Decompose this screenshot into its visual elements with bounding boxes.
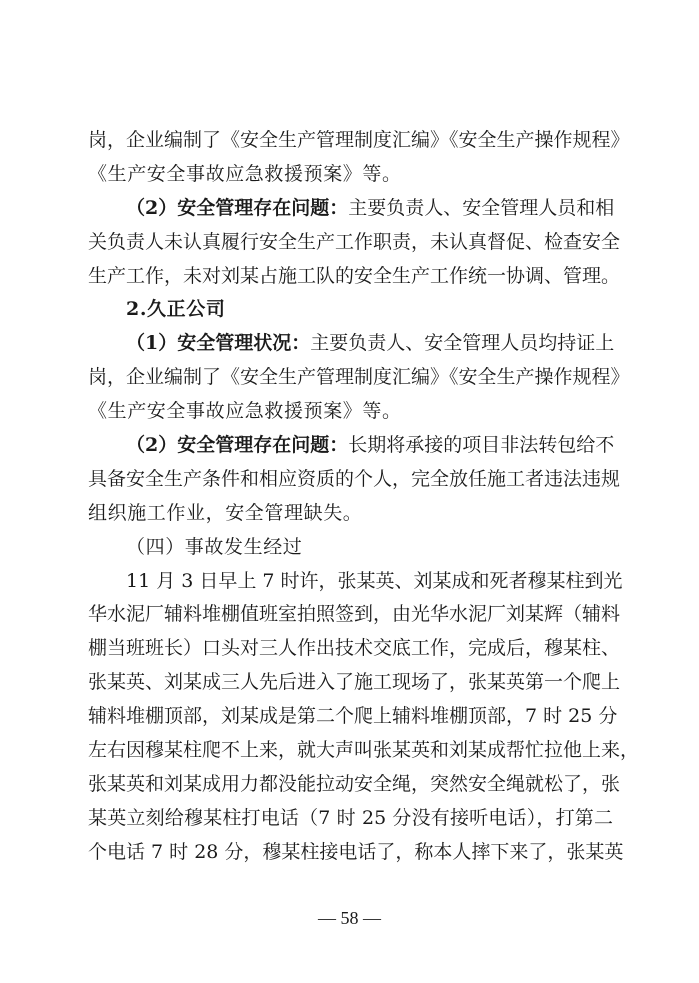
subheading: （2）安全管理存在问题： — [126, 434, 349, 457]
body-line: 张某英和刘某成用力都没能拉动安全绳，突然安全绳就松了，张 — [88, 772, 621, 795]
body-line — [88, 192, 613, 226]
body-line: 棚当班班长）口头对三人作出技术交底工作，完成后，穆某柱、 — [88, 637, 621, 660]
body-line: 岗，企业编制了《安全生产管理制度汇编》《安全生产操作规程》 — [88, 129, 630, 151]
body-line: 组织施工作业，安全管理缺失。 — [88, 501, 363, 524]
body-text: 主要负责人、安全管理人员均持证上 — [310, 332, 615, 355]
subheading: （2）安全管理存在问题： — [126, 196, 349, 219]
body-line: 11 月 3 日早上 7 时许，张某英、刘某成和死者穆某柱到光 — [126, 569, 623, 592]
body-text: 长期将承接的项目非法转包给不 — [348, 434, 615, 457]
body-line: 岗，企业编制了《安全生产管理制度汇编》《安全生产操作规程》 — [88, 366, 630, 389]
body-line: 某英立刻给穆某柱打电话（7 时 25 分没有接听电话），打第二 — [88, 806, 613, 829]
body-line: 辅料堆棚顶部，刘某成是第二个爬上辅料堆棚顶部，7 时 25 分 — [88, 705, 618, 728]
body-line — [88, 429, 613, 463]
body-line: 张某英、刘某成三人先后进入了施工现场了，张某英第一个爬上 — [88, 671, 621, 694]
body-line: 生产工作，未对刘某占施工队的安全生产工作统一协调、管理。 — [88, 264, 621, 287]
subheading: （1）安全管理状况： — [126, 332, 311, 355]
body-line: 个电话 7 时 28 分，穆某柱接电话了，称本人摔下来了，张某英 — [88, 840, 624, 863]
body-line: 左右因穆某柱爬不上来，就大声叫张某英和刘某成帮忙拉他上来， — [88, 739, 640, 762]
body-text: 主要负责人、安全管理人员和相 — [348, 196, 615, 219]
page-number: — 58 — — [318, 908, 381, 928]
body-line: 华水泥厂辅料堆棚值班室拍照签到，由光华水泥厂刘某辉（辅料 — [88, 603, 621, 626]
document-body — [88, 124, 640, 870]
body-line: 《生产安全事故应急救援预案》等。 — [88, 400, 402, 423]
body-line — [88, 327, 613, 361]
body-line: 关负责人未认真履行安全生产工作职责，未认真督促、检查安全 — [88, 230, 621, 253]
body-line: 《生产安全事故应急救援预案》等。 — [88, 162, 402, 185]
body-line: 具备安全生产条件和相应资质的个人，完全放任施工者违法违规 — [88, 467, 621, 490]
section-heading: （四）事故发生经过 — [126, 535, 303, 558]
section-heading: 2.久正公司 — [126, 298, 226, 321]
